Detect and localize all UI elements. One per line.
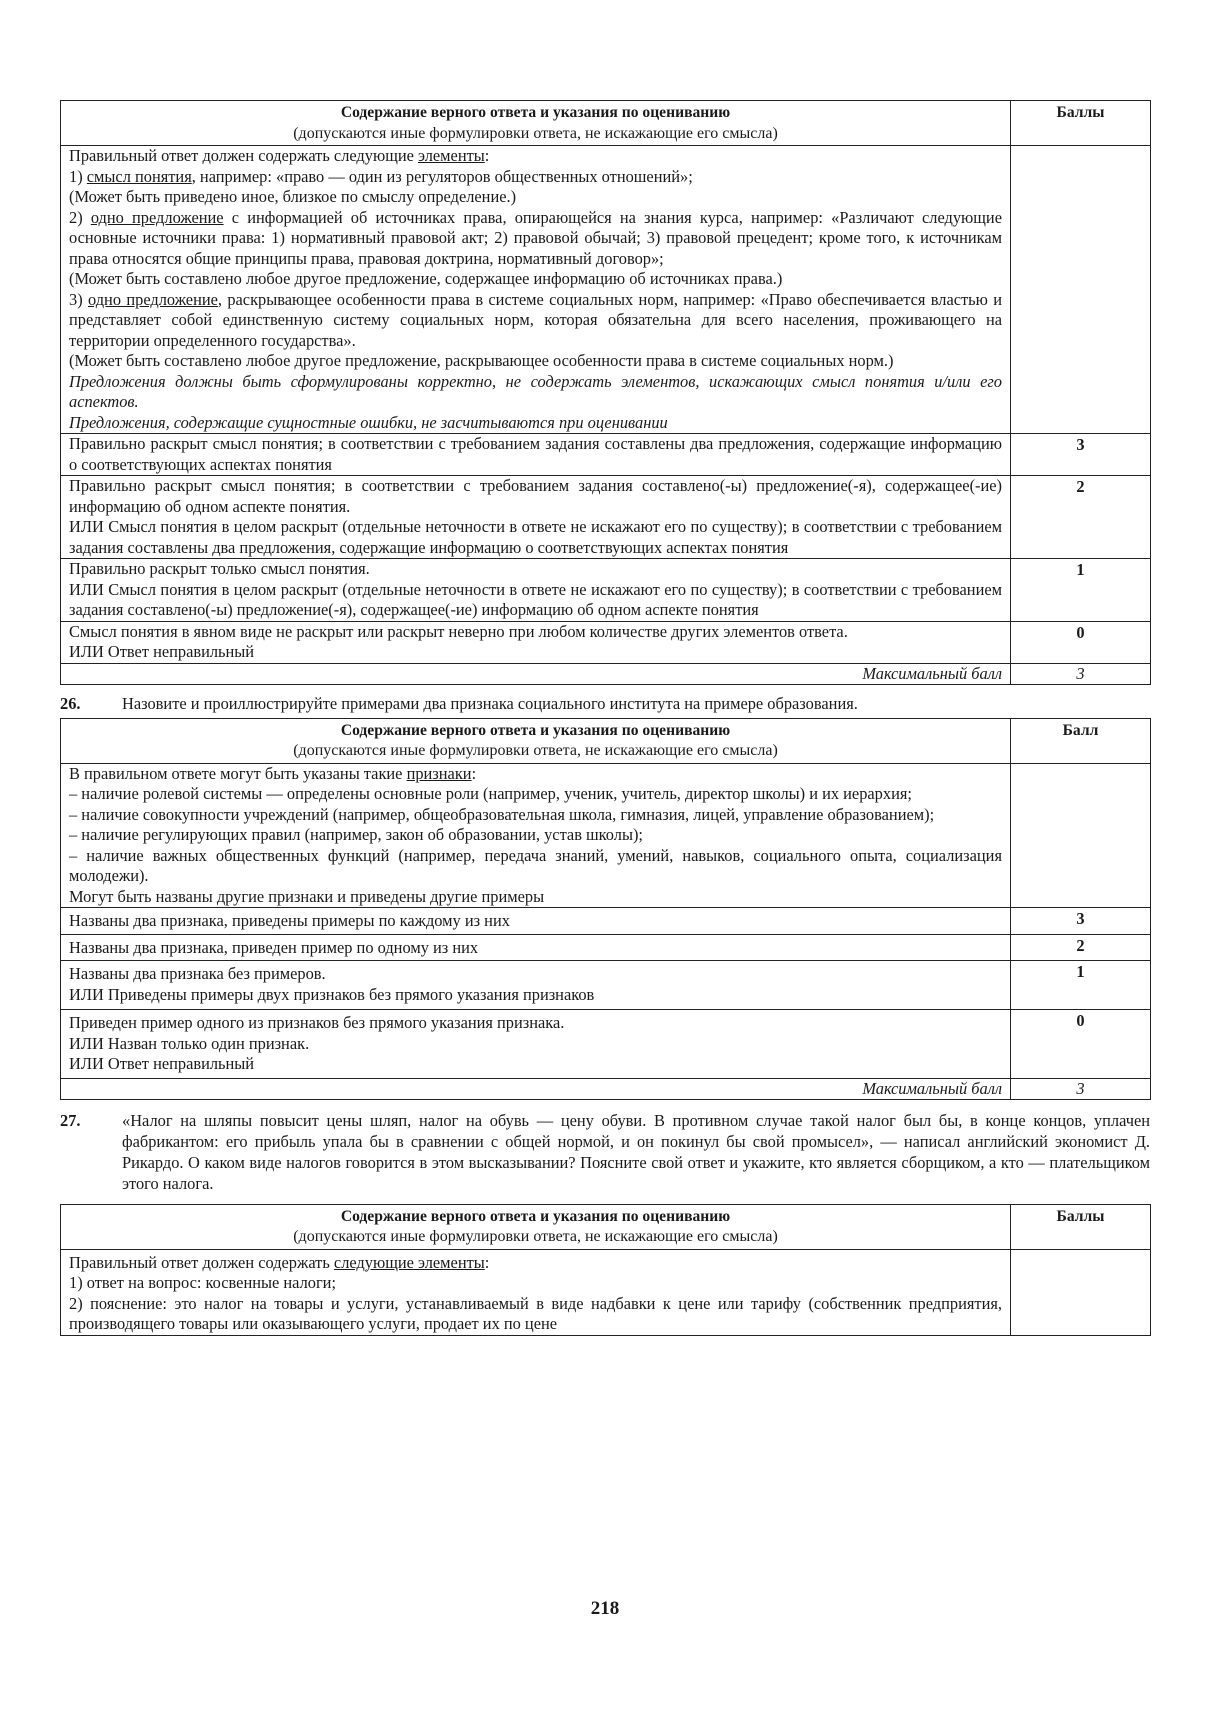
p1-note: (Может быть приведено иное, близкое по смыслу определение.)	[69, 187, 517, 206]
p1-num: 1)	[69, 166, 87, 186]
criteria-text: Названы два признака без примеров.	[69, 964, 326, 983]
max-score-value: 3	[1011, 1078, 1151, 1099]
page	[60, 100, 1150, 1336]
task-number: 26.	[60, 693, 81, 713]
intro-colon: :	[471, 763, 477, 783]
p2-underlined: одно предложение	[90, 207, 224, 227]
header-title: Содержание верного ответа и указания по оцениванию	[340, 721, 731, 739]
p1-text: , например: «право — один из регуляторов общественных отношений»;	[191, 166, 693, 186]
p3-underlined: одно предложение	[88, 289, 218, 309]
criteria-text: Правильно раскрыт смысл понятия; в соответствии с требованием задания составлено(-ы) предложение(-я), содержащее(-ие) информацию об одном аспекте понятия.	[69, 476, 1002, 516]
criteria-points: 0	[1011, 1010, 1151, 1079]
criteria-points: 1	[1011, 559, 1151, 622]
criteria-points: 3	[1011, 434, 1151, 476]
p3-text: , раскрывающее особенности права в системе социальных норм, например: «Право обеспечивается властью и представляет собой единственную систему социальных норм, которая обязательна для всего населения, проживающего на территории определенного государства».	[69, 289, 1002, 350]
table-25-content	[61, 146, 1011, 434]
sign-item: – наличие регулирующих правил (например, закон об образовании, устав школы);	[69, 825, 643, 844]
intro-text: В правильном ответе могут быть указаны такие	[69, 763, 407, 783]
criteria-row	[61, 476, 1011, 559]
table-26	[60, 718, 1151, 1100]
max-score-value: 3	[1011, 663, 1151, 684]
table-27-header	[61, 1204, 1011, 1249]
header-subtitle: (допускаются иные формулировки ответа, не искажающие его смысла)	[293, 1228, 778, 1245]
intro-colon: :	[484, 1252, 490, 1272]
criteria-text-alt: ИЛИ Назван только один признак.	[69, 1033, 310, 1053]
criteria-row: Названы два признака, приведены примеры по каждому из них	[61, 908, 1011, 935]
table-27	[60, 1204, 1151, 1336]
criteria-text-alt: ИЛИ Смысл понятия в целом раскрыт (отдельные неточности в ответе не искажают его по существу); в соответствии с требованием задания составлены два предложения, содержащие информацию о соответствующих аспектах понятия	[69, 517, 1002, 557]
answer-item: 2) пояснение: это налог на товары и услуги, устанавливаемый в виде надбавки к цене или тарифу (собственник предприятия, производящего товары или оказывающего услуги, продает их по цене	[69, 1293, 1002, 1333]
intro-text: Правильный ответ должен содержать следующие	[69, 146, 418, 165]
criteria-row	[61, 559, 1011, 622]
table-26-content-points	[1011, 763, 1151, 908]
header-subtitle: (допускаются иные формулировки ответа, не искажающие его смысла)	[293, 124, 778, 142]
criteria-text: Смысл понятия в явном виде не раскрыт или раскрыт неверно при любом количестве других элементов ответа.	[69, 621, 848, 641]
intro-underlined: признаки	[406, 763, 472, 783]
table-25	[60, 100, 1151, 685]
criteria-text-alt: ИЛИ Ответ неправильный	[69, 642, 255, 661]
criteria-text-alt: ИЛИ Смысл понятия в целом раскрыт (отдельные неточности в ответе не искажают его по существу); в соответствии с требованием задания составлено(-ы) предложение(-я), содержащее(-ие) информацию об одном аспекте понятия	[69, 579, 1002, 619]
task-26	[60, 693, 1150, 714]
p2-note: (Может быть составлено любое другое предложение, содержащее информацию об источниках права.)	[69, 269, 783, 288]
intro-colon: :	[484, 146, 490, 165]
table-25-header	[61, 101, 1011, 146]
sign-item: – наличие важных общественных функций (например, передача знаний, умений, навыков, социального опыта, социализация молодежи).	[69, 845, 1002, 885]
sign-item: – наличие ролевой системы — определены основные роли (например, ученик, учитель, директор школы) и их иерархия;	[69, 784, 912, 803]
criteria-row: Названы два признака, приведен пример по одному из них	[61, 934, 1011, 961]
header-points: Баллы	[1011, 1204, 1151, 1249]
table-26-header	[61, 718, 1011, 763]
header-points: Баллы	[1011, 101, 1151, 146]
criteria-row	[61, 961, 1011, 1010]
table-26-content	[61, 763, 1011, 908]
intro-underlined: элементы	[417, 146, 485, 165]
table-25-content-points	[1011, 146, 1151, 434]
header-subtitle: (допускаются иные формулировки ответа, не искажающие его смысла)	[293, 742, 778, 759]
task-text: «Налог на шляпы повысит цены шляп, налог на обувь — цену обуви. В противном случае такой налог был бы, в конце концов, уплачен фабрикантом: его прибыль упала бы в сравнении с общей нормой, и он покинул бы свой промысел», — написал английский экономист Д. Рикардо. О каком виде налогов говорится в этом высказывании? Поясните свой ответ и укажите, кто является сборщиком, а кто — плательщиком этого налога.	[122, 1110, 1150, 1193]
criteria-text: Приведен пример одного из признаков без прямого указания признака.	[69, 1013, 565, 1032]
table-27-content-points	[1011, 1249, 1151, 1335]
criteria-row	[61, 621, 1011, 663]
criteria-points: 1	[1011, 961, 1151, 1010]
criteria-text: Правильно раскрыт только смысл понятия.	[69, 559, 370, 578]
header-title: Содержание верного ответа и указания по оцениванию	[340, 1207, 731, 1225]
criteria-row	[61, 1010, 1011, 1079]
page-number: 218	[590, 1598, 620, 1619]
p3-note: (Может быть составлено любое другое предложение, раскрывающее особенности права в системе социальных норм.)	[69, 351, 894, 370]
italic-note-2: Предложения, содержащие сущностные ошибки, не засчитываются при оценивании	[69, 412, 668, 432]
task-number: 27.	[60, 1110, 81, 1130]
table-27-content	[61, 1249, 1011, 1335]
p2-num: 2)	[69, 207, 91, 227]
p2-text: с информацией об источниках права, опирающейся на знания курса, например: «Различают следующие основные источники права: 1) нормативный правовой акт; 2) правовой обычай; 3) правовой прецедент; кроме того, к источникам права относятся общие принципы права, правовая доктрина, нормативный договор»;	[69, 207, 1002, 268]
other-signs-note: Могут быть названы другие признаки и приведены другие примеры	[69, 886, 545, 906]
intro-underlined: следующие элементы	[333, 1252, 485, 1272]
criteria-points: 2	[1011, 476, 1151, 559]
criteria-points: 0	[1011, 621, 1151, 663]
criteria-points: 3	[1011, 908, 1151, 935]
header-points: Балл	[1011, 718, 1151, 763]
task-27	[60, 1110, 1150, 1194]
answer-item: 1) ответ на вопрос: косвенные налоги;	[69, 1273, 337, 1292]
task-text: Назовите и проиллюстрируйте примерами два признака социального института на примере образования.	[122, 693, 858, 713]
p1-underlined: смысл понятия	[86, 166, 192, 186]
intro-text: Правильный ответ должен содержать	[69, 1252, 334, 1272]
header-title: Содержание верного ответа и указания по оцениванию	[340, 104, 731, 121]
italic-note-1: Предложения должны быть сформулированы корректно, не содержать элементов, искажающих смысл понятия и/или его аспектов.	[69, 371, 1002, 411]
sign-item: – наличие совокупности учреждений (например, общеобразовательная школа, гимназия, лицей, управление образованием);	[69, 804, 935, 824]
max-score-label: Максимальный балл	[61, 1078, 1011, 1099]
criteria-text-alt: ИЛИ Приведены примеры двух признаков без прямого указания признаков	[69, 984, 595, 1004]
criteria-row: Правильно раскрыт смысл понятия; в соответствии с требованием задания составлены два предложения, содержащие информацию о соответствующих аспектах понятия	[61, 434, 1011, 476]
criteria-text-alt: ИЛИ Ответ неправильный	[69, 1054, 255, 1073]
max-score-label: Максимальный балл	[61, 663, 1011, 684]
criteria-points: 2	[1011, 934, 1151, 961]
p3-num: 3)	[69, 289, 88, 309]
